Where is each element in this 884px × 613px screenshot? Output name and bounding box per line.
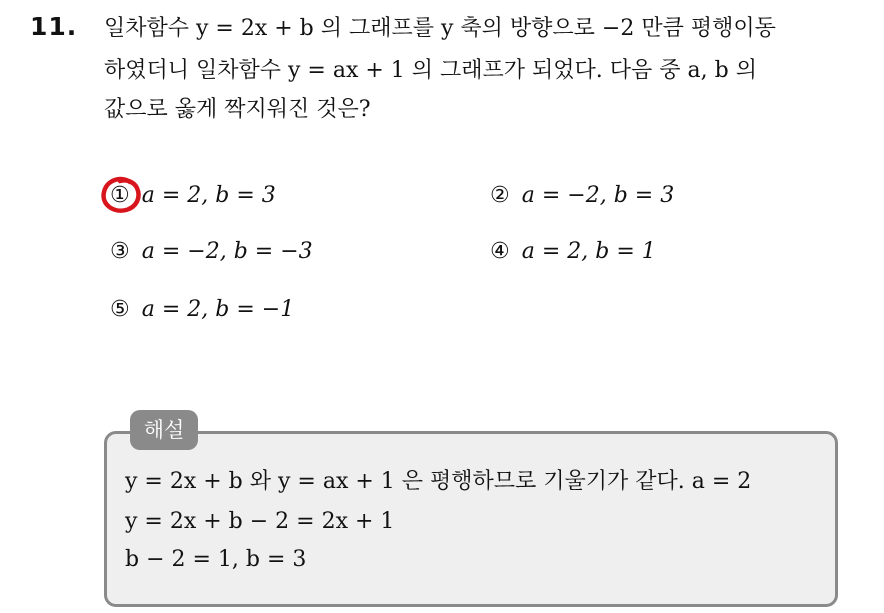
choice-2[interactable] xyxy=(490,181,674,211)
choice-1-text: a = 2, b = 3 xyxy=(141,183,276,208)
question-line-2: 하였더니 일차함수 y = ax + 1 의 그래프가 되었다. 다음 중 a, b 의 xyxy=(104,58,757,83)
choice-3-number: ③ xyxy=(110,239,130,264)
choice-5-text: a = 2, b = −1 xyxy=(141,297,295,322)
question-number: 11. xyxy=(30,12,78,41)
question-line-1: 일차함수 y = 2x + b 의 그래프를 y 축의 방향으로 −2 만큼 평행이동 xyxy=(104,16,776,41)
choice-1-number: ① xyxy=(110,183,130,208)
choice-5[interactable] xyxy=(110,295,294,325)
solution-line-3: b − 2 = 1, b = 3 xyxy=(125,547,307,572)
solution-line-1: y = 2x + b 와 y = ax + 1 은 평행하므로 기울기가 같다. a = 2 xyxy=(125,469,752,494)
choice-4[interactable] xyxy=(490,237,656,267)
choice-4-number: ④ xyxy=(490,239,510,264)
choice-2-number: ② xyxy=(490,183,510,208)
choice-5-number: ⑤ xyxy=(110,297,130,322)
choice-1[interactable] xyxy=(110,181,276,211)
solution-line-2: y = 2x + b − 2 = 2x + 1 xyxy=(125,509,395,534)
choice-4-text: a = 2, b = 1 xyxy=(521,239,656,264)
choice-2-text: a = −2, b = 3 xyxy=(521,183,675,208)
choice-3-text: a = −2, b = −3 xyxy=(141,239,313,264)
choice-3[interactable] xyxy=(110,237,313,267)
question-line-3: 값으로 옳게 짝지워진 것은? xyxy=(104,97,371,122)
solution-label: 해설 xyxy=(130,410,198,450)
